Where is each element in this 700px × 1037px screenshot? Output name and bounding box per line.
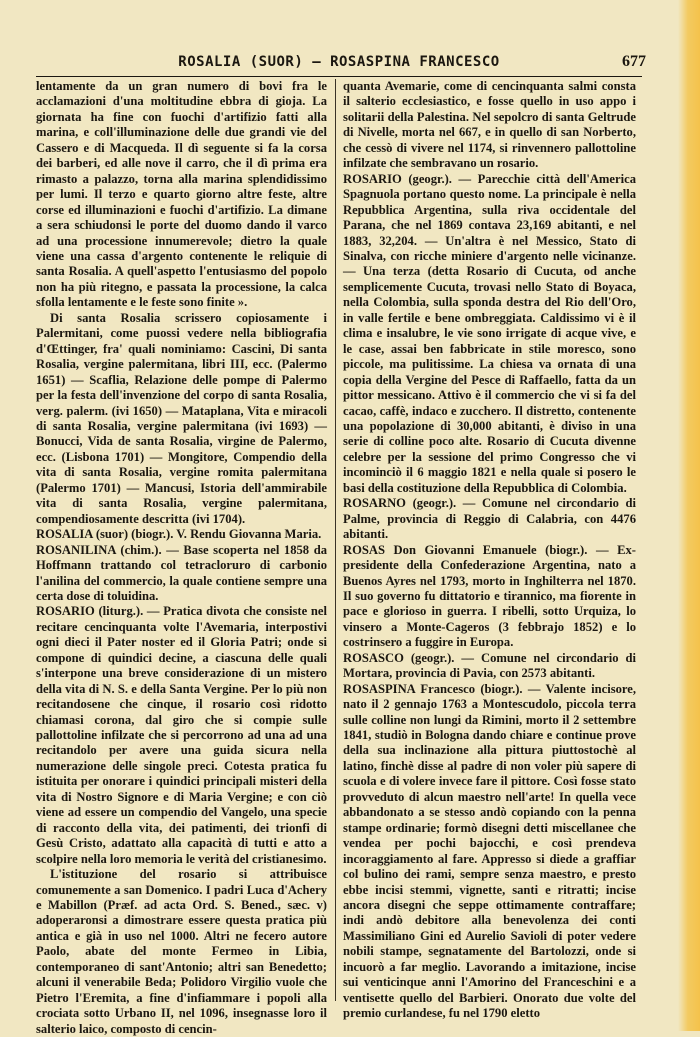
page-header xyxy=(36,50,646,77)
paragraph: L'istituzione del rosario si attribuisce comunemente a san Domenico. I padri Luca d'Achery e Mabillon (Præf. ad acta Ord. S. Bened., sæc. v) adoperaronsi a dimostrare essere questa pratica più antica e già in uso nel 1000. Altri ne fecero autore Paolo, abate del monte Fermeo in Libia, contemporaneo di sant'Antonio; altri san Benedetto; alcuni il venerabile Beda; Polidoro Virgilio vuole che Pietro l'Eremita, a fine d'infiammare i popoli alla crociata sotto Urbano II, nel 1096, insegnasse loro il salterio laico, composto di cencin- xyxy=(36,867,327,1036)
entry-rosario-geogr: ROSARIO (geogr.). — Parecchie città dell'America Spagnuola portano questo nome. La principale è nella Repubblica Argentina, sulla riva occidentale del Parana, che nel 1869 contava 23,169 abitanti, e nel 1883, 32,204. — Un'altra è nel Messico, Stato di Sinalva, con ricche miniere d'argento nelle vicinanze. — Una terza (detta Rosario di Cucuta, od anche semplicemente Cucuta, trovasi nello Stato di Boyaca, nella Colombia, sulla sponda destra del Rio dell'Oro, in valle fertile e bene ombreggiata. Caldissimo vi è il clima e insalubre, le vie sono irrigate di acque vive, e le case, assai ben fabbricate in stile moresco, sono piccole, ma pulitissime. La chiesa va ornata di una copia della Vergine del Pesce di Raffaello, fatta da un pittor messicano. Attivo è il commercio che vi si fa del cacao, caffè, indaco e zucchero. Il distretto, contenente una popolazione di 30,000 abitanti, è diviso in una serie di colline poco alte. Rosario di Cucuta divenne celebre per la sessione del primo Congresso che vi incominciò il 6 maggio 1821 e nella quale si posero le basi della costituzione della Repubblica di Colombia. xyxy=(343,171,636,495)
paragraph: Di santa Rosalia scrissero copiosamente i Palermitani, come puossi vedere nella bibliografia d'Œttinger, fra' quali nominiamo: Cascini, Di santa Rosalia, vergine palermitana, libri III, ecc. (Palermo 1651) — Scaflia, Relazione delle pompe di Palermo per la festa dell'invenzione del corpo di santa Rosalia, verg. palerm. (ivi 1650) — Mataplana, Vita e miracoli di santa Rosalia, vergine palermitana (ivi 1693) — Bonucci, Vida de santa Rosalia, virgine de Palermo, ecc. (Lisbona 1701) — Mongitore, Compendio della vita di santa Rosalia, vergine romita palermitana (Palermo 1701) — Mancusi, Istoria dell'ammirabile vita di santa Rosalia, vergine palermitana, compendiosamente descritta (ivi 1704). xyxy=(36,310,327,526)
paragraph: quanta Avemarie, come di cencinquanta salmi consta il salterio ecclesiastico, e fosse quello in uso appo i solitarii della Palestina. Nel sepolcro di santa Geltrude di Nivelle, morta nel 667, e in quello di san Norberto, che cessò di vivere nel 1174, si rinvennero pallottoline infilzate che sembravano un rosario. xyxy=(343,79,636,171)
right-column xyxy=(343,79,636,1021)
page-edge xyxy=(678,0,700,1031)
column-divider xyxy=(335,79,336,1001)
entry-rosaspina: ROSASPINA Francesco (biogr.). — Valente incisore, nato il 2 gennajo 1763 a Montescudolo, piccola terra sulle colline non lungi da Rimini, morto il 2 settembre 1841, studiò in Bologna dando chiare e continue prove della sua inclinazione alla pittura piuttostochè al latino, finchè disse al padre di non voler più sapere di scuola e di volere invece fare il pittore. Così fosse stato provveduto di alcun maestro nell'arte! In quella vece abbandonato a se stesso andò copiando con la penna stampe ordinarie; formò disegni detti miscellanee che vendea per pochi bajocchi, e così prendeva incoraggiamento al fare. Appresso si diede a graffiar col bulino dei rami, sempre senza maestro, e presto ebbe incisi stemmi, vignette, santi e ritratti; incise ancora disegni che seppe ottimamente contraffare; indi andò debitore alla benevolenza dei conti Massimiliano Gini ed Aurelio Savioli di poter vedere nobili stampe, segnatamente del Bartolozzi, onde si incuorò a far meglio. Lavorando a imitazione, incise sui venticinque anni l'Amorino del Franceschini e a ventisette quello del Barbieri. Onorato due volte del premio curlandese, fu nel 1790 eletto xyxy=(343,681,636,1021)
entry-rosas: ROSAS Don Giovanni Emanuele (biogr.). — Ex-presidente della Confederazione Argentina, nato a Buenos Ayres nel 1793, morto in Inghilterra nel 1870. Il suo governo fu dittatorio e tirannico, ma fiorente in pace e glorioso in guerra. I ribelli, sotto Urquiza, lo vinsero a Monte-Cageros (3 febbrajo 1852) e lo costrinsero a fuggire in Europa. xyxy=(343,542,636,650)
running-title: ROSALIA (SUOR) — ROSASPINA FRANCESCO xyxy=(178,54,500,70)
left-column xyxy=(36,79,327,1036)
entry-rosalia-suor: ROSALIA (suor) (biogr.). V. Rendu Giovanna Maria. xyxy=(36,527,322,542)
paragraph: lentamente da un gran numero di bovi fra le acclamazioni d'una moltitudine ebbra di gioja. La giornata ha fine con fuochi d'artifizio fatti alla marina, e coll'illuminazione delle due grandi vie del Cassero e di Macqueda. Il dì seguente si fa la corsa dei barberi, ed alle nove il carro, che il dì prima era rimasto a palazzo, torna alla marina splendidissimo per lumi. Il terzo e quarto giorno altre feste, altre corse ed illuminazioni e fuochi d'artifizio. La dimane a sera schiudonsi le porte del duomo dando il varco ad una processione innumerevole; dietro la quale viene una cassa d'argento contenente le reliquie di santa Rosalia. A quell'aspetto l'entusiasmo del popolo non ha più ritegno, e passata la processione, la calca sfolla lentamente e le feste sono finite ». xyxy=(36,79,327,310)
entry-rosario-liturg: ROSARIO (liturg.). — Pratica divota che consiste nel recitare cencinquanta volte l'Avemaria, interpostivi ogni dieci il Pater noster ed il Gloria Patri; onde si compone di quindici decine, a ciascuna delle quali s'interpone una breve considerazione di un mistero della vita di N. S. e della Santa Vergine. Per lo più non recitandosene che cinque, il rosario così ridotto chiamasi corona, dal giro che si compie sulle pallottoline infilzate che si percorrono ad una ad una recitandolo per avere una guida sicura nella numerazione delle singole preci. Cotesta pratica fu istituita per onorare i quindici principali misteri della vita di Nostro Signore e di Maria Vergine; e con ciò viene ad essere un compendio del Vangelo, una specie di racconto della vita, dei patimenti, dei trionfi di Gesù Cristo, adattato alla capacità di tutti e atto a scolpire nella loro memoria le verità del cristianesimo. xyxy=(36,604,327,866)
entry-rosarno: ROSARNO (geogr.). — Comune nel circondario di Palme, provincia di Reggio di Calabria, con 4476 abitanti. xyxy=(343,496,636,542)
entry-rosasco: ROSASCO (geogr.). — Comune nel circondario di Mortara, provincia di Pavia, con 2573 abitanti. xyxy=(343,650,636,681)
entry-rosanilina: ROSANILINA (chim.). — Base scoperta nel 1858 da Hoffmann trattando col tetracloruro di carbonio l'anilina del commercio, la quale contiene sempre una certa dose di toluidina. xyxy=(36,542,327,603)
page-number: 677 xyxy=(622,53,646,70)
